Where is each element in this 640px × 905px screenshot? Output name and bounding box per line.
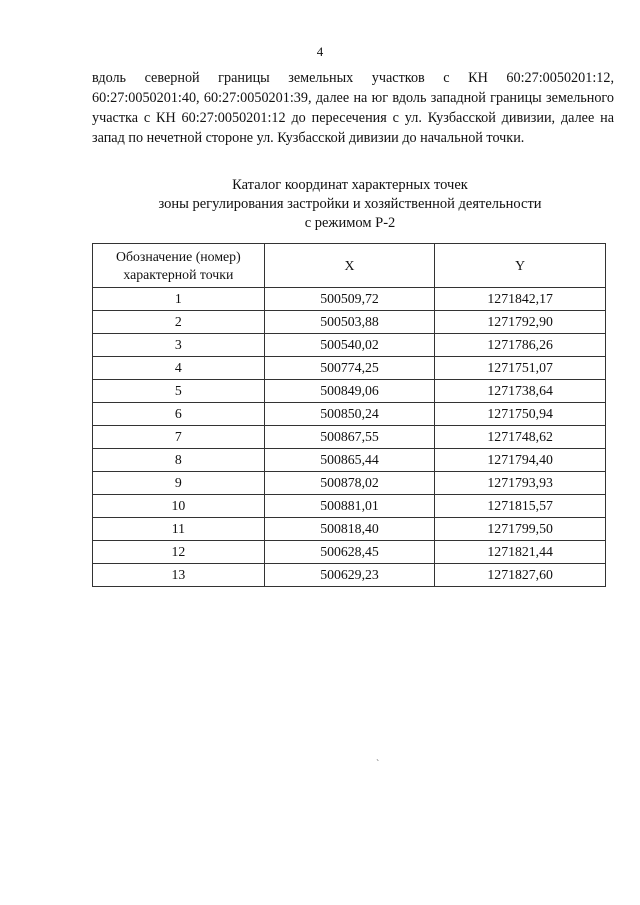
cell-x: 500867,55 bbox=[264, 426, 435, 449]
cell-y: 1271821,44 bbox=[435, 541, 606, 564]
cell-x: 500818,40 bbox=[264, 518, 435, 541]
cell-point-number: 1 bbox=[93, 288, 265, 311]
cell-point-number: 4 bbox=[93, 357, 265, 380]
cell-point-number: 6 bbox=[93, 403, 265, 426]
cell-y: 1271750,94 bbox=[435, 403, 606, 426]
table-row bbox=[93, 334, 606, 357]
table-row bbox=[93, 288, 606, 311]
cell-point-number: 8 bbox=[93, 449, 265, 472]
catalog-title-line-3: с режимом Р-2 bbox=[304, 215, 396, 231]
cell-x: 500540,02 bbox=[264, 334, 435, 357]
cell-point-number: 9 bbox=[93, 472, 265, 495]
cell-x: 500774,25 bbox=[264, 357, 435, 380]
cell-y: 1271794,40 bbox=[435, 449, 606, 472]
cell-y: 1271799,50 bbox=[435, 518, 606, 541]
cell-x: 500503,88 bbox=[264, 311, 435, 334]
cell-point-number: 13 bbox=[93, 564, 265, 587]
table-row bbox=[93, 357, 606, 380]
intro-paragraph: вдоль северной границы земельных участков с КН 60:27:0050201:12, 60:27:0050201:40, 60:27:0050201:39, далее на юг вдоль западной границы земельного участка с КН 60:27:0050201:12 до пересечения с ул. Кузбасской дивизии, далее на запад по нечетной стороне ул. Кузбасской дивизии до начальной точки. bbox=[92, 70, 614, 146]
table-header-row bbox=[93, 244, 606, 288]
cell-x: 500865,44 bbox=[264, 449, 435, 472]
cell-x: 500509,72 bbox=[264, 288, 435, 311]
cell-y: 1271738,64 bbox=[435, 380, 606, 403]
table-row bbox=[93, 380, 606, 403]
page-number: 4 bbox=[316, 44, 324, 59]
cell-x: 500881,01 bbox=[264, 495, 435, 518]
header-point-number: Обозначение (номер) характерной точки bbox=[93, 244, 265, 288]
cell-y: 1271792,90 bbox=[435, 311, 606, 334]
table-row bbox=[93, 495, 606, 518]
table-row bbox=[93, 403, 606, 426]
cell-y: 1271827,60 bbox=[435, 564, 606, 587]
cell-point-number: 2 bbox=[93, 311, 265, 334]
table-row bbox=[93, 311, 606, 334]
cell-y: 1271793,93 bbox=[435, 472, 606, 495]
header-y: Y bbox=[435, 244, 606, 288]
cell-point-number: 11 bbox=[93, 518, 265, 541]
cell-point-number: 7 bbox=[93, 426, 265, 449]
cell-x: 500850,24 bbox=[264, 403, 435, 426]
coordinates-table bbox=[92, 243, 606, 587]
cell-point-number: 10 bbox=[93, 495, 265, 518]
catalog-title-line-1: Каталог координат характерных точек bbox=[232, 177, 468, 193]
cell-y: 1271748,62 bbox=[435, 426, 606, 449]
cell-x: 500629,23 bbox=[264, 564, 435, 587]
cell-point-number: 12 bbox=[93, 541, 265, 564]
cell-point-number: 3 bbox=[93, 334, 265, 357]
header-x: X bbox=[264, 244, 435, 288]
cell-point-number: 5 bbox=[93, 380, 265, 403]
cell-y: 1271815,57 bbox=[435, 495, 606, 518]
cell-x: 500628,45 bbox=[264, 541, 435, 564]
table-row bbox=[93, 449, 606, 472]
cell-y: 1271842,17 bbox=[435, 288, 606, 311]
table-row bbox=[93, 472, 606, 495]
cell-y: 1271751,07 bbox=[435, 357, 606, 380]
catalog-title-line-2: зоны регулирования застройки и хозяйственной деятельности bbox=[158, 196, 542, 212]
cell-x: 500878,02 bbox=[264, 472, 435, 495]
cell-y: 1271786,26 bbox=[435, 334, 606, 357]
cell-x: 500849,06 bbox=[264, 380, 435, 403]
catalog-title bbox=[60, 176, 640, 233]
table-row bbox=[93, 426, 606, 449]
table-row bbox=[93, 518, 606, 541]
table-row bbox=[93, 541, 606, 564]
scan-mark: ` bbox=[376, 759, 380, 770]
table-row bbox=[93, 564, 606, 587]
